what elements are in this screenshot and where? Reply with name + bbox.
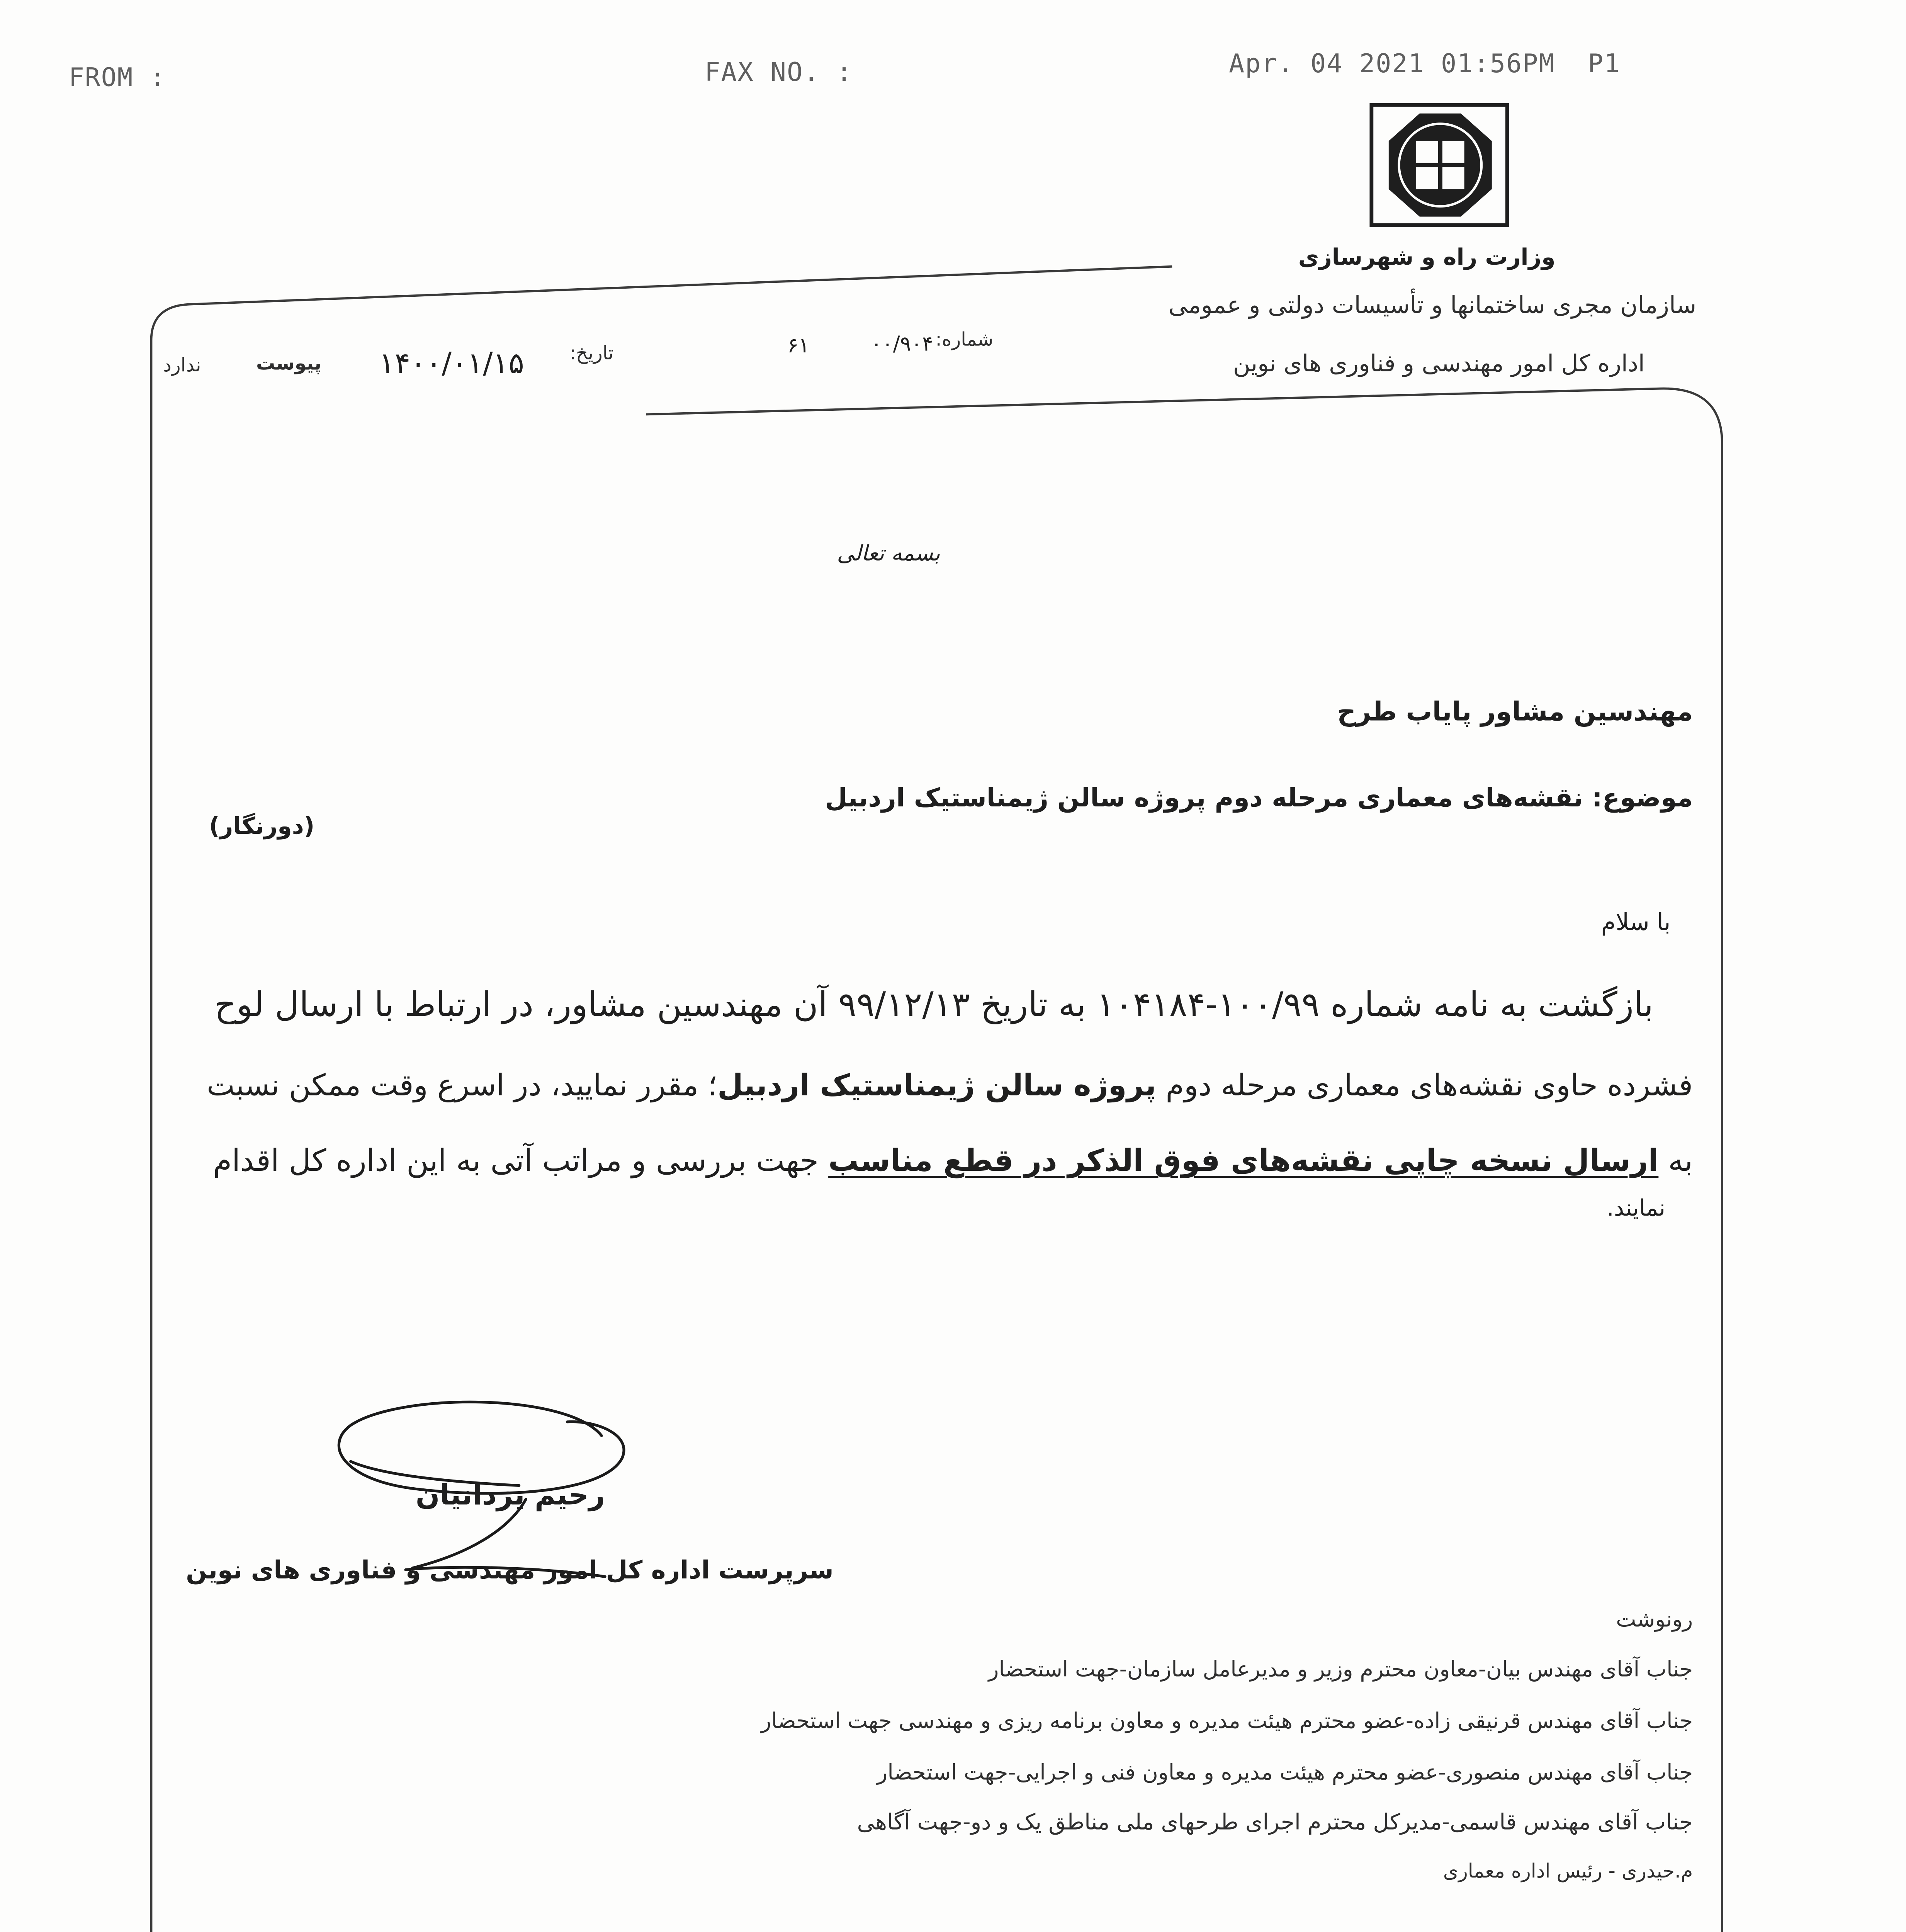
ministry-name: وزارت راه و شهرسازی — [1298, 246, 1556, 272]
request-highlight: ارسال نسخه چاپی نقشه‌های فوق الذکر در قطع مناسب — [828, 1145, 1659, 1180]
attachment-label: پیوست — [256, 352, 321, 375]
letter-number-label: شماره: — [935, 328, 994, 351]
body-line-2-end: ؛ مقرر نمایید، در اسرع وقت ممکن نسبت — [207, 1069, 718, 1104]
cc-recipient: جناب آقای مهندس قرنیقی زاده-عضو محترم هیئت مدیره و معاون برنامه ریزی و مهندسی جهت استحضار — [761, 1707, 1693, 1733]
organization-name: سازمان مجری ساختمانها و تأسیسات دولتی و عمومی — [1168, 292, 1697, 320]
body-line-2 — [207, 1068, 1693, 1106]
department-name: اداره کل امور مهندسی و فناوری های نوین — [1233, 350, 1645, 378]
letter-date-value: ۱۴۰۰/۰۱/۱۵ — [379, 347, 524, 382]
fax-from: FROM : — [68, 63, 166, 93]
body-line-1: بازگشت به نامه شماره ۱۰۰/۹۹-۱۰۴۱۸۴ به تاریخ ۹۹/۱۲/۱۳ آن مهندسین مشاور، در ارتباط با ارسال لوح — [214, 985, 1653, 1025]
body-line-2-start: فشرده حاوی نقشه‌های معماری مرحله دوم — [1156, 1069, 1693, 1104]
attachment-value: ندارد — [163, 354, 201, 377]
greeting: با سلام — [1601, 909, 1671, 937]
letter-date-label: تاریخ: — [569, 342, 614, 365]
body-line-3 — [213, 1143, 1693, 1183]
subject: موضوع: نقشه‌های معماری مرحله دوم پروژه سالن ژیمناستیک اردبیل — [825, 782, 1693, 813]
fax-number: FAX NO. : — [705, 56, 853, 88]
signatory-name: رحیم یزدانیان — [415, 1478, 605, 1512]
body-line-4: نمایند. — [1607, 1196, 1666, 1223]
cc-label: رونوشت — [1616, 1605, 1693, 1632]
ministry-emblem-icon — [1371, 105, 1507, 225]
transmission-type: (دورنگار) — [209, 813, 315, 841]
cc-recipient: م.حیدری - رئیس اداره معماری — [1443, 1859, 1693, 1883]
recipient: مهندسین مشاور پایاب طرح — [1337, 696, 1693, 728]
letter-number-value: ۰۰/۹۰۴ — [871, 332, 933, 356]
body-line-3-end: جهت بررسی و مراتب آتی به این اداره کل اقدام — [213, 1145, 829, 1180]
cc-recipient: جناب آقای مهندس منصوری-عضو محترم هیئت مدیره و معاون فنی و اجرایی-جهت استحضار — [877, 1759, 1693, 1785]
cc-recipient: جناب آقای مهندس بیان-معاون محترم وزیر و مدیرعامل سازمان-جهت استحضار — [988, 1655, 1693, 1682]
invocation: بسمه تعالی — [837, 540, 940, 566]
project-name: پروژه سالن ژیمناستیک اردبیل — [717, 1069, 1157, 1104]
cc-recipient: جناب آقای مهندس قاسمی-مدیرکل محترم اجرای طرحهای ملی مناطق یک و دو-جهت آگاهی — [857, 1810, 1693, 1837]
signatory-title: سرپرست اداره کل امور مهندسی و فناوری های نوین — [186, 1558, 834, 1585]
letter-number-suffix: ۶۱ — [787, 333, 810, 358]
fax-datetime: Apr. 04 2021 01:56PM P1 — [1229, 48, 1621, 79]
body-line-3-start: به — [1658, 1145, 1693, 1180]
